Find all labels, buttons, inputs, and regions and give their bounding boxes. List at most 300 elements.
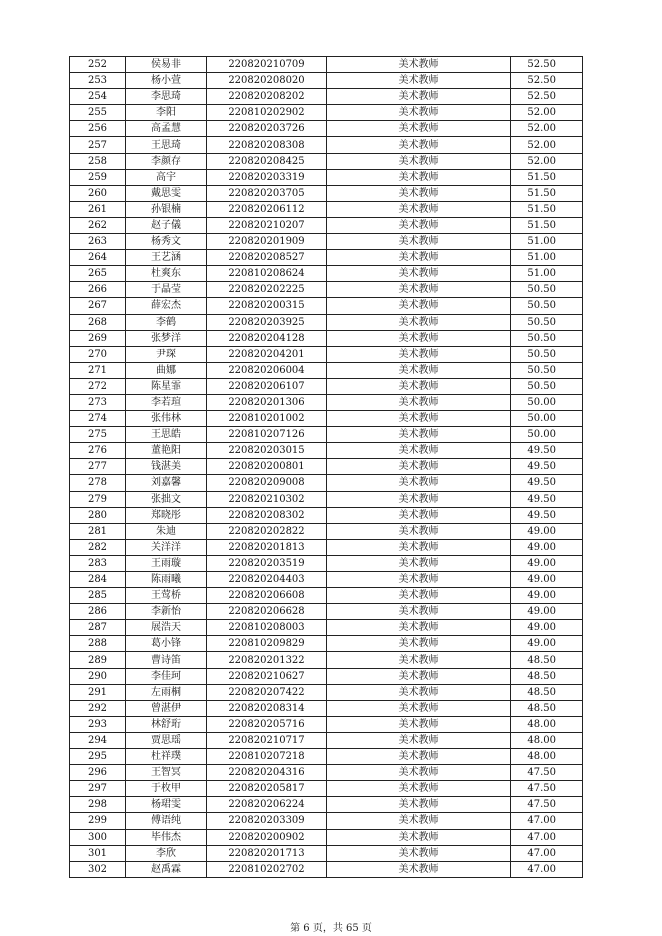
- cell-rank: 259: [70, 169, 126, 185]
- table-row: [70, 73, 583, 89]
- cell-score: 50.50: [511, 282, 583, 298]
- cell-name: 杜祥璞: [126, 749, 207, 765]
- table-row: [70, 346, 583, 362]
- cell-name: 侯易非: [126, 57, 207, 73]
- cell-score: 47.50: [511, 781, 583, 797]
- cell-position: 美术教师: [327, 572, 511, 588]
- cell-rank: 279: [70, 491, 126, 507]
- cell-score: 51.00: [511, 234, 583, 250]
- table-row: [70, 797, 583, 813]
- table-row: [70, 781, 583, 797]
- cell-score: 50.50: [511, 346, 583, 362]
- table-row: [70, 829, 583, 845]
- cell-score: 50.50: [511, 314, 583, 330]
- cell-exam-id: 220820206224: [207, 797, 327, 813]
- cell-exam-id: 220820205716: [207, 716, 327, 732]
- cell-rank: 265: [70, 266, 126, 282]
- table-row: [70, 459, 583, 475]
- cell-score: 48.50: [511, 652, 583, 668]
- cell-name: 郑晓彤: [126, 507, 207, 523]
- cell-rank: 302: [70, 861, 126, 877]
- cell-rank: 277: [70, 459, 126, 475]
- cell-position: 美术教师: [327, 443, 511, 459]
- cell-rank: 269: [70, 330, 126, 346]
- table-row: [70, 250, 583, 266]
- cell-score: 50.50: [511, 378, 583, 394]
- cell-rank: 268: [70, 314, 126, 330]
- cell-score: 47.00: [511, 813, 583, 829]
- cell-name: 张梦洋: [126, 330, 207, 346]
- cell-exam-id: 220820201813: [207, 539, 327, 555]
- table-row: [70, 201, 583, 217]
- cell-position: 美术教师: [327, 781, 511, 797]
- cell-exam-id: 220820203319: [207, 169, 327, 185]
- cell-exam-id: 220820204201: [207, 346, 327, 362]
- cell-exam-id: 220820210627: [207, 668, 327, 684]
- cell-exam-id: 220810209829: [207, 636, 327, 652]
- cell-score: 51.50: [511, 169, 583, 185]
- cell-score: 48.00: [511, 732, 583, 748]
- cell-exam-id: 220820208308: [207, 137, 327, 153]
- cell-name: 于晶莹: [126, 282, 207, 298]
- cell-score: 47.00: [511, 845, 583, 861]
- cell-rank: 274: [70, 411, 126, 427]
- cell-score: 49.50: [511, 491, 583, 507]
- cell-score: 47.50: [511, 765, 583, 781]
- table-row: [70, 588, 583, 604]
- cell-position: 美术教师: [327, 604, 511, 620]
- cell-rank: 278: [70, 475, 126, 491]
- cell-exam-id: 220820206004: [207, 362, 327, 378]
- cell-name: 李若瑄: [126, 394, 207, 410]
- cell-position: 美术教师: [327, 620, 511, 636]
- cell-name: 王智冥: [126, 765, 207, 781]
- cell-score: 47.00: [511, 829, 583, 845]
- cell-name: 贾思瑶: [126, 732, 207, 748]
- cell-name: 王思皓: [126, 427, 207, 443]
- cell-rank: 296: [70, 765, 126, 781]
- cell-score: 49.00: [511, 539, 583, 555]
- cell-name: 杨小萱: [126, 73, 207, 89]
- cell-position: 美术教师: [327, 491, 511, 507]
- cell-rank: 266: [70, 282, 126, 298]
- table-row: [70, 411, 583, 427]
- cell-score: 49.00: [511, 572, 583, 588]
- cell-exam-id: 220820203726: [207, 121, 327, 137]
- cell-rank: 288: [70, 636, 126, 652]
- cell-name: 毕伟杰: [126, 829, 207, 845]
- cell-exam-id: 220820202225: [207, 282, 327, 298]
- table-row: [70, 845, 583, 861]
- cell-rank: 273: [70, 394, 126, 410]
- cell-rank: 285: [70, 588, 126, 604]
- cell-score: 49.50: [511, 459, 583, 475]
- cell-position: 美术教师: [327, 89, 511, 105]
- cell-name: 刘嘉馨: [126, 475, 207, 491]
- cell-position: 美术教师: [327, 217, 511, 233]
- cell-rank: 256: [70, 121, 126, 137]
- cell-position: 美术教师: [327, 105, 511, 121]
- cell-position: 美术教师: [327, 797, 511, 813]
- table-row: [70, 185, 583, 201]
- cell-position: 美术教师: [327, 749, 511, 765]
- cell-exam-id: 220820206628: [207, 604, 327, 620]
- cell-rank: 271: [70, 362, 126, 378]
- cell-rank: 253: [70, 73, 126, 89]
- cell-position: 美术教师: [327, 427, 511, 443]
- cell-exam-id: 220820210207: [207, 217, 327, 233]
- table-row: [70, 572, 583, 588]
- cell-position: 美术教师: [327, 234, 511, 250]
- table-row: [70, 652, 583, 668]
- cell-name: 张拙文: [126, 491, 207, 507]
- cell-exam-id: 220810207126: [207, 427, 327, 443]
- cell-score: 49.00: [511, 555, 583, 571]
- results-table-body: [70, 57, 583, 878]
- cell-exam-id: 220810202702: [207, 861, 327, 877]
- cell-rank: 289: [70, 652, 126, 668]
- table-row: [70, 604, 583, 620]
- cell-position: 美术教师: [327, 185, 511, 201]
- cell-score: 49.50: [511, 443, 583, 459]
- cell-exam-id: 220820208020: [207, 73, 327, 89]
- cell-score: 47.00: [511, 861, 583, 877]
- table-row: [70, 861, 583, 877]
- cell-rank: 254: [70, 89, 126, 105]
- cell-score: 51.00: [511, 266, 583, 282]
- cell-rank: 252: [70, 57, 126, 73]
- cell-rank: 281: [70, 523, 126, 539]
- cell-exam-id: 220820208302: [207, 507, 327, 523]
- cell-name: 王雨璇: [126, 555, 207, 571]
- table-row: [70, 620, 583, 636]
- cell-rank: 284: [70, 572, 126, 588]
- cell-exam-id: 220820203705: [207, 185, 327, 201]
- cell-exam-id: 220820209008: [207, 475, 327, 491]
- cell-name: 薛宏杰: [126, 298, 207, 314]
- cell-score: 51.50: [511, 201, 583, 217]
- cell-rank: 261: [70, 201, 126, 217]
- table-row: [70, 555, 583, 571]
- cell-exam-id: 220820201909: [207, 234, 327, 250]
- page-footer: 第 6 页，共 65 页: [290, 923, 372, 934]
- cell-name: 陈星霏: [126, 378, 207, 394]
- cell-name: 林舒珩: [126, 716, 207, 732]
- cell-exam-id: 220820201713: [207, 845, 327, 861]
- cell-exam-id: 220820204316: [207, 765, 327, 781]
- cell-name: 孙银楠: [126, 201, 207, 217]
- cell-position: 美术教师: [327, 346, 511, 362]
- cell-name: 李佳珂: [126, 668, 207, 684]
- cell-position: 美术教师: [327, 765, 511, 781]
- table-row: [70, 668, 583, 684]
- cell-name: 左雨桐: [126, 684, 207, 700]
- cell-name: 李颜存: [126, 153, 207, 169]
- cell-name: 葛小锋: [126, 636, 207, 652]
- cell-exam-id: 220820206107: [207, 378, 327, 394]
- cell-score: 47.50: [511, 797, 583, 813]
- cell-score: 52.50: [511, 89, 583, 105]
- cell-rank: 257: [70, 137, 126, 153]
- cell-exam-id: 220820210302: [207, 491, 327, 507]
- cell-exam-id: 220820201322: [207, 652, 327, 668]
- cell-score: 49.00: [511, 588, 583, 604]
- table-row: [70, 427, 583, 443]
- cell-name: 高孟慧: [126, 121, 207, 137]
- cell-position: 美术教师: [327, 813, 511, 829]
- cell-name: 高宇: [126, 169, 207, 185]
- cell-exam-id: 220810207218: [207, 749, 327, 765]
- cell-rank: 297: [70, 781, 126, 797]
- cell-score: 49.00: [511, 604, 583, 620]
- cell-name: 曲娜: [126, 362, 207, 378]
- cell-position: 美术教师: [327, 732, 511, 748]
- cell-score: 48.00: [511, 716, 583, 732]
- cell-exam-id: 220820208314: [207, 700, 327, 716]
- cell-position: 美术教师: [327, 378, 511, 394]
- cell-name: 傅语纯: [126, 813, 207, 829]
- cell-exam-id: 220820203519: [207, 555, 327, 571]
- cell-name: 杨秀文: [126, 234, 207, 250]
- cell-exam-id: 220820205817: [207, 781, 327, 797]
- cell-name: 李鹤: [126, 314, 207, 330]
- cell-position: 美术教师: [327, 684, 511, 700]
- cell-rank: 291: [70, 684, 126, 700]
- cell-position: 美术教师: [327, 73, 511, 89]
- cell-position: 美术教师: [327, 362, 511, 378]
- cell-rank: 260: [70, 185, 126, 201]
- cell-exam-id: 220820203309: [207, 813, 327, 829]
- cell-position: 美术教师: [327, 266, 511, 282]
- cell-name: 董艳阳: [126, 443, 207, 459]
- cell-name: 王思琦: [126, 137, 207, 153]
- cell-score: 50.50: [511, 298, 583, 314]
- cell-rank: 300: [70, 829, 126, 845]
- cell-name: 赵子儀: [126, 217, 207, 233]
- cell-position: 美术教师: [327, 153, 511, 169]
- cell-rank: 287: [70, 620, 126, 636]
- cell-position: 美术教师: [327, 459, 511, 475]
- table-row: [70, 749, 583, 765]
- cell-exam-id: 220820200315: [207, 298, 327, 314]
- table-row: [70, 217, 583, 233]
- cell-score: 52.00: [511, 105, 583, 121]
- cell-position: 美术教师: [327, 314, 511, 330]
- table-row: [70, 378, 583, 394]
- cell-exam-id: 220820206112: [207, 201, 327, 217]
- cell-exam-id: 220820208527: [207, 250, 327, 266]
- cell-rank: 293: [70, 716, 126, 732]
- cell-exam-id: 220810201002: [207, 411, 327, 427]
- table-row: [70, 282, 583, 298]
- cell-rank: 272: [70, 378, 126, 394]
- cell-name: 展浩天: [126, 620, 207, 636]
- cell-position: 美术教师: [327, 169, 511, 185]
- cell-exam-id: 220820210717: [207, 732, 327, 748]
- cell-rank: 276: [70, 443, 126, 459]
- table-row: [70, 394, 583, 410]
- cell-rank: 290: [70, 668, 126, 684]
- cell-position: 美术教师: [327, 668, 511, 684]
- cell-position: 美术教师: [327, 57, 511, 73]
- cell-score: 52.50: [511, 73, 583, 89]
- cell-rank: 263: [70, 234, 126, 250]
- cell-rank: 262: [70, 217, 126, 233]
- table-row: [70, 765, 583, 781]
- cell-score: 48.00: [511, 749, 583, 765]
- cell-position: 美术教师: [327, 394, 511, 410]
- cell-rank: 255: [70, 105, 126, 121]
- cell-exam-id: 220820200902: [207, 829, 327, 845]
- cell-score: 51.50: [511, 185, 583, 201]
- cell-exam-id: 220820203925: [207, 314, 327, 330]
- cell-name: 李阳: [126, 105, 207, 121]
- cell-rank: 294: [70, 732, 126, 748]
- cell-name: 张伟林: [126, 411, 207, 427]
- cell-rank: 298: [70, 797, 126, 813]
- table-row: [70, 732, 583, 748]
- cell-exam-id: 220820207422: [207, 684, 327, 700]
- cell-exam-id: 220810208003: [207, 620, 327, 636]
- cell-name: 李新怡: [126, 604, 207, 620]
- table-row: [70, 636, 583, 652]
- table-row: [70, 57, 583, 73]
- table-row: [70, 813, 583, 829]
- cell-score: 48.50: [511, 668, 583, 684]
- cell-position: 美术教师: [327, 282, 511, 298]
- cell-rank: 270: [70, 346, 126, 362]
- cell-score: 48.50: [511, 684, 583, 700]
- cell-position: 美术教师: [327, 475, 511, 491]
- cell-position: 美术教师: [327, 700, 511, 716]
- cell-exam-id: 220820208202: [207, 89, 327, 105]
- cell-rank: 295: [70, 749, 126, 765]
- cell-exam-id: 220820210709: [207, 57, 327, 73]
- cell-score: 49.00: [511, 523, 583, 539]
- cell-name: 于枚甲: [126, 781, 207, 797]
- cell-exam-id: 220810202902: [207, 105, 327, 121]
- cell-name: 杜爽东: [126, 266, 207, 282]
- cell-exam-id: 220820201306: [207, 394, 327, 410]
- cell-position: 美术教师: [327, 298, 511, 314]
- cell-name: 朱迪: [126, 523, 207, 539]
- cell-position: 美术教师: [327, 861, 511, 877]
- results-table: [69, 56, 583, 878]
- cell-name: 李思琦: [126, 89, 207, 105]
- cell-score: 50.00: [511, 394, 583, 410]
- table-row: [70, 716, 583, 732]
- table-row: [70, 491, 583, 507]
- table-row: [70, 234, 583, 250]
- cell-score: 51.00: [511, 250, 583, 266]
- cell-position: 美术教师: [327, 507, 511, 523]
- cell-rank: 280: [70, 507, 126, 523]
- cell-rank: 267: [70, 298, 126, 314]
- table-row: [70, 105, 583, 121]
- table-row: [70, 89, 583, 105]
- cell-position: 美术教师: [327, 121, 511, 137]
- table-row: [70, 475, 583, 491]
- table-row: [70, 121, 583, 137]
- cell-score: 50.50: [511, 362, 583, 378]
- cell-score: 52.50: [511, 57, 583, 73]
- cell-position: 美术教师: [327, 539, 511, 555]
- cell-score: 48.50: [511, 700, 583, 716]
- table-row: [70, 443, 583, 459]
- cell-position: 美术教师: [327, 201, 511, 217]
- cell-score: 49.00: [511, 636, 583, 652]
- cell-position: 美术教师: [327, 555, 511, 571]
- cell-exam-id: 220810208624: [207, 266, 327, 282]
- cell-position: 美术教师: [327, 716, 511, 732]
- cell-rank: 286: [70, 604, 126, 620]
- cell-score: 51.50: [511, 217, 583, 233]
- table-row: [70, 314, 583, 330]
- cell-rank: 275: [70, 427, 126, 443]
- cell-exam-id: 220820204403: [207, 572, 327, 588]
- cell-name: 尹琛: [126, 346, 207, 362]
- table-row: [70, 266, 583, 282]
- table-row: [70, 137, 583, 153]
- cell-name: 王艺涵: [126, 250, 207, 266]
- table-row: [70, 169, 583, 185]
- table-row: [70, 362, 583, 378]
- cell-name: 陈雨曦: [126, 572, 207, 588]
- cell-rank: 282: [70, 539, 126, 555]
- cell-score: 50.00: [511, 411, 583, 427]
- cell-position: 美术教师: [327, 137, 511, 153]
- cell-rank: 283: [70, 555, 126, 571]
- cell-position: 美术教师: [327, 588, 511, 604]
- cell-exam-id: 220820202822: [207, 523, 327, 539]
- cell-score: 50.50: [511, 330, 583, 346]
- cell-rank: 292: [70, 700, 126, 716]
- cell-exam-id: 220820208425: [207, 153, 327, 169]
- cell-score: 52.00: [511, 153, 583, 169]
- cell-rank: 301: [70, 845, 126, 861]
- table-row: [70, 330, 583, 346]
- cell-position: 美术教师: [327, 636, 511, 652]
- cell-exam-id: 220820204128: [207, 330, 327, 346]
- cell-exam-id: 220820200801: [207, 459, 327, 475]
- cell-position: 美术教师: [327, 523, 511, 539]
- cell-rank: 264: [70, 250, 126, 266]
- cell-score: 49.50: [511, 475, 583, 491]
- cell-name: 关洋洋: [126, 539, 207, 555]
- cell-name: 李欣: [126, 845, 207, 861]
- cell-score: 52.00: [511, 121, 583, 137]
- cell-rank: 258: [70, 153, 126, 169]
- cell-position: 美术教师: [327, 652, 511, 668]
- cell-position: 美术教师: [327, 845, 511, 861]
- cell-position: 美术教师: [327, 829, 511, 845]
- table-row: [70, 298, 583, 314]
- cell-score: 49.00: [511, 620, 583, 636]
- cell-score: 52.00: [511, 137, 583, 153]
- cell-score: 50.00: [511, 427, 583, 443]
- cell-position: 美术教师: [327, 250, 511, 266]
- cell-name: 王莺桥: [126, 588, 207, 604]
- table-row: [70, 684, 583, 700]
- cell-exam-id: 220820206608: [207, 588, 327, 604]
- cell-name: 曾湛伊: [126, 700, 207, 716]
- cell-rank: 299: [70, 813, 126, 829]
- cell-name: 曹诗笛: [126, 652, 207, 668]
- table-row: [70, 700, 583, 716]
- cell-position: 美术教师: [327, 330, 511, 346]
- cell-name: 杨珺雯: [126, 797, 207, 813]
- cell-name: 赵禹霖: [126, 861, 207, 877]
